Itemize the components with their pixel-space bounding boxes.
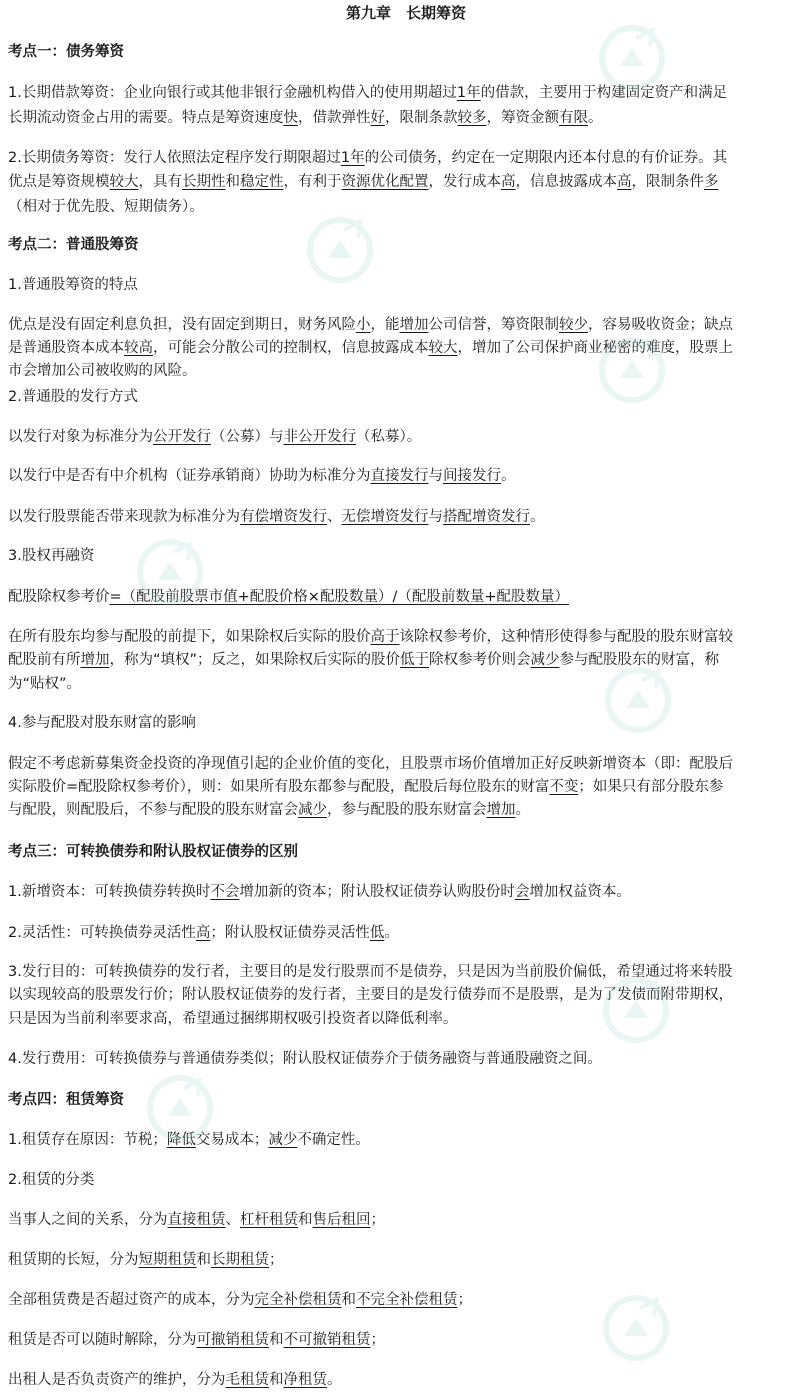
text-segment: （公募）与 xyxy=(211,429,284,445)
text-segment: 交易成本； xyxy=(195,1132,269,1148)
underlined-text: 高 xyxy=(617,174,632,190)
text-segment: ，筹资金额 xyxy=(486,110,559,126)
text-segment: 考点二：普通股筹资 xyxy=(8,237,139,253)
text-segment: 。 xyxy=(501,468,516,484)
text-segment: 公司信誉，筹资限制 xyxy=(428,317,559,333)
text-segment: ； xyxy=(370,1332,385,1348)
text-segment: 。 xyxy=(588,110,603,126)
text-segment: ； xyxy=(269,1252,284,1268)
underlined-text: 增加 xyxy=(80,652,110,668)
text-segment: ，发行成本 xyxy=(428,174,501,190)
text-segment: 。 xyxy=(384,925,399,941)
underlined-text: =（配股前股票市值+配股价格×配股数量）/（配股前数量+配股数量） xyxy=(109,589,569,605)
text-segment: ，借款弹性 xyxy=(298,110,371,126)
underlined-text: 净租赁 xyxy=(283,1372,327,1388)
text-line xyxy=(8,147,806,169)
text-segment: 、 xyxy=(327,509,342,525)
underlined-text: 间接发行 xyxy=(443,468,501,484)
text-segment: 与配股，则配股后，不参与配股的股东财富会 xyxy=(8,802,298,818)
underlined-text: 无偿增资发行 xyxy=(341,509,429,525)
text-segment: 1.长期借款筹资：企业向银行或其他非银行金融机构借入的使用期超过 xyxy=(8,85,457,101)
text-line xyxy=(8,922,806,944)
text-segment: 1.新增资本：可转换债券转换时 xyxy=(8,884,211,900)
underlined-text: 有偿增资发行 xyxy=(240,509,327,525)
text-line xyxy=(8,386,806,408)
text-line xyxy=(8,649,806,671)
text-segment: ，信息披露成本 xyxy=(515,174,617,190)
underlined-text: 非公开发行 xyxy=(283,429,356,445)
underlined-text: 高于 xyxy=(370,629,400,645)
text-segment: 增加新的资本；附认股权证债券认购股份时 xyxy=(239,884,515,900)
text-segment: 是普通股资本成本 xyxy=(8,340,124,356)
text-segment: 当事人之间的关系，分为 xyxy=(8,1212,168,1228)
text-segment: 优点是没有固定利息负担，没有固定到期日，财务风险 xyxy=(8,317,356,333)
text-segment: ，容易吸收资金；缺点 xyxy=(588,317,733,333)
text-segment: ，可能会分散公司的控制权，信息披露成本 xyxy=(153,340,429,356)
text-segment: ，参与配股的股东财富会 xyxy=(327,802,487,818)
underlined-text: 毛租赁 xyxy=(225,1372,269,1388)
text-segment: 3.股权再融资 xyxy=(8,548,95,564)
text-line xyxy=(8,426,806,448)
text-segment: 租赁是否可以随时解除，分为 xyxy=(8,1332,197,1348)
underlined-text: 较少 xyxy=(559,317,588,333)
text-segment: 该除权参考价，这种情形使得参与配股的股东财富较 xyxy=(399,629,733,645)
text-line xyxy=(8,1209,806,1231)
text-segment: ，能 xyxy=(370,317,400,333)
text-segment: 2.长期债务筹资：发行人依照法定程序发行期限超过 xyxy=(8,150,341,166)
underlined-text: 会 xyxy=(514,884,530,900)
text-line xyxy=(8,1169,806,1191)
underlined-text: 降低 xyxy=(166,1132,196,1148)
text-segment: 3.发行目的：可转换债券的发行者，主要目的是发行股票而不是债券，只是因为当前股价偏低，希望通过将来转股 xyxy=(8,964,733,980)
text-line xyxy=(8,961,806,983)
underlined-text: 售后租回 xyxy=(312,1212,371,1228)
underlined-text: 搭配增资发行 xyxy=(443,509,530,525)
text-segment: 和 xyxy=(225,174,240,190)
text-segment: ；如果只有部分股东参 xyxy=(578,779,724,795)
text-segment: 1.租赁存在原因：节税； xyxy=(8,1132,167,1148)
text-segment: 考点一：债务筹资 xyxy=(8,44,124,60)
underlined-text: 直接租赁 xyxy=(167,1212,226,1228)
underlined-text: 较高 xyxy=(124,340,153,356)
page-title: 第九章 长期筹资 xyxy=(345,4,466,22)
text-segment: 和 xyxy=(269,1372,284,1388)
underlined-text: 长期性 xyxy=(182,174,226,190)
text-segment: 增加权益资本。 xyxy=(529,884,631,900)
text-segment: （私募）。 xyxy=(356,429,422,445)
text-segment: 、 xyxy=(225,1212,240,1228)
text-segment: 。 xyxy=(530,509,545,525)
text-segment: 。 xyxy=(515,802,530,818)
underlined-text: 杠杆租赁 xyxy=(240,1212,298,1228)
text-segment: 配股前有所 xyxy=(8,652,81,668)
text-line xyxy=(8,196,806,218)
text-line xyxy=(8,1329,806,1351)
underlined-text: 增加 xyxy=(399,317,429,333)
text-line xyxy=(8,984,806,1006)
text-segment: 与 xyxy=(428,468,443,484)
text-line xyxy=(8,1048,806,1070)
text-segment: 假定不考虑新募集资金投资的净现值引起的企业价值的变化，且股票市场价值增加正好反映新增资本（即：配股后 xyxy=(8,756,733,772)
text-segment: ； xyxy=(457,1292,472,1308)
text-segment: 租赁期的长短，分为 xyxy=(8,1252,139,1268)
underlined-text: 较大 xyxy=(428,340,458,356)
underlined-text: 快 xyxy=(283,110,298,126)
text-segment: ，具有 xyxy=(138,174,182,190)
text-segment: 优点是筹资规模 xyxy=(8,174,110,190)
text-segment: 实际股价=配股除权参考价），则：如果所有股东都参与配股，配股后每位股东的财富 xyxy=(8,779,550,795)
text-line xyxy=(8,586,806,608)
section-heading xyxy=(8,1089,806,1111)
underlined-text: 直接发行 xyxy=(370,468,429,484)
text-segment: 在所有股东均参与配股的前提下，如果除权后实际的股价 xyxy=(8,629,371,645)
text-line xyxy=(8,673,806,695)
text-line xyxy=(8,314,806,336)
text-segment: 以发行中是否有中介机构（证券承销商）协助为标准分为 xyxy=(8,468,371,484)
text-segment: 与 xyxy=(428,509,443,525)
text-segment: 出租人是否负责资产的维护，分为 xyxy=(8,1372,226,1388)
text-segment: 的借款，主要用于构建固定资产和满足 xyxy=(480,85,728,101)
text-segment: 。 xyxy=(327,1372,342,1388)
text-line xyxy=(8,171,806,193)
text-segment: ，有利于 xyxy=(283,174,342,190)
text-line xyxy=(8,626,806,648)
text-line xyxy=(8,360,806,382)
underlined-text: 高 xyxy=(195,925,211,941)
text-segment: 4.发行费用：可转换债券与普通债券类似；附认股权证债券介于债务融资与普通股融资之间。 xyxy=(8,1051,602,1067)
text-segment: 和 xyxy=(341,1292,356,1308)
text-segment: 2.普通股的发行方式 xyxy=(8,389,138,405)
text-segment: ，称为“填权”；反之，如果除权后实际的股价 xyxy=(109,652,401,668)
text-line xyxy=(8,799,806,821)
underlined-text: 增加 xyxy=(486,802,516,818)
text-segment: 和 xyxy=(298,1212,313,1228)
text-segment: 4.参与配股对股东财富的影响 xyxy=(8,715,196,731)
text-segment: 只是因为当前利率要求高，希望通过捆绑期权吸引投资者以降低利率。 xyxy=(8,1011,458,1027)
underlined-text: 稳定性 xyxy=(240,174,284,190)
text-segment: 配股除权参考价 xyxy=(8,589,110,605)
underlined-text: 小 xyxy=(356,317,371,333)
text-line xyxy=(8,776,806,798)
text-line xyxy=(8,337,806,359)
underlined-text: 不会 xyxy=(210,884,240,900)
underlined-text: 减少 xyxy=(268,1132,298,1148)
underlined-text: 较多 xyxy=(457,110,487,126)
text-line xyxy=(8,82,806,104)
text-line xyxy=(8,465,806,487)
text-segment: 除权参考价则会 xyxy=(429,652,531,668)
text-line xyxy=(8,506,806,528)
text-segment: ，增加了公司保护商业秘密的难度，股票上 xyxy=(457,340,733,356)
text-segment: 以实现较高的股票发行价；附认股权证债券的发行者，主要目的是发行债券而不是股票，是为了发债而附带期权， xyxy=(8,987,733,1003)
text-segment: 2.租赁的分类 xyxy=(8,1172,95,1188)
underlined-text: 有限 xyxy=(559,110,588,126)
text-segment: 参与配股股东的财富，称 xyxy=(559,652,720,668)
text-line xyxy=(8,1008,806,1030)
text-segment: 以发行股票能否带来现款为标准分为 xyxy=(8,509,240,525)
underlined-text: 多 xyxy=(704,174,719,190)
text-line xyxy=(8,712,806,734)
underlined-text: 可撤销租赁 xyxy=(196,1332,269,1348)
underlined-text: 减少 xyxy=(530,652,560,668)
text-segment: 和 xyxy=(196,1252,211,1268)
underlined-text: 公开发行 xyxy=(153,429,211,445)
text-line xyxy=(8,1369,806,1391)
underlined-text: 长期租赁 xyxy=(211,1252,269,1268)
text-line xyxy=(8,1249,806,1271)
underlined-text: 不变 xyxy=(549,779,579,795)
text-segment: ，限制条件 xyxy=(631,174,704,190)
text-line xyxy=(8,274,806,296)
text-line xyxy=(8,881,806,903)
underlined-text: 好 xyxy=(370,110,385,126)
text-segment: 1.普通股筹资的特点 xyxy=(8,277,138,293)
text-segment: 的公司债务，约定在一定期限内还本付息的有价证券。其 xyxy=(364,150,728,166)
section-heading xyxy=(8,234,806,256)
text-line xyxy=(8,753,806,775)
text-segment: 2.灵活性：可转换债券灵活性 xyxy=(8,925,196,941)
underlined-text: 低于 xyxy=(400,652,430,668)
text-line xyxy=(8,1129,806,1151)
text-segment: 全部租赁费是否超过资产的成本，分为 xyxy=(8,1292,255,1308)
text-segment: 为“贴权”。 xyxy=(8,676,82,692)
underlined-text: 完全补偿租赁 xyxy=(254,1292,342,1308)
underlined-text: 不可撤销租赁 xyxy=(283,1332,371,1348)
text-segment: 不确定性。 xyxy=(297,1132,370,1148)
text-segment: ，限制条款 xyxy=(385,110,458,126)
text-segment: 考点三：可转换债券和附认股权证债券的区别 xyxy=(8,844,298,860)
text-line xyxy=(8,1289,806,1311)
underlined-text: 资源优化配置 xyxy=(341,174,429,190)
text-segment: 长期流动资金占用的需要。特点是筹资速度 xyxy=(8,110,284,126)
underlined-text: 1年 xyxy=(340,150,365,166)
underlined-text: 1年 xyxy=(456,85,481,101)
underlined-text: 低 xyxy=(369,925,385,941)
text-line xyxy=(8,107,806,129)
text-segment: ；附认股权证债券灵活性 xyxy=(210,925,370,941)
underlined-text: 较大 xyxy=(109,174,139,190)
underlined-text: 减少 xyxy=(298,802,327,818)
text-segment: ； xyxy=(370,1212,385,1228)
text-segment: 考点四：租赁筹资 xyxy=(8,1092,124,1108)
text-segment: 和 xyxy=(269,1332,284,1348)
text-line xyxy=(8,545,806,567)
section-heading xyxy=(8,41,806,63)
text-segment: 市会增加公司被收购的风险。 xyxy=(8,363,197,379)
section-heading xyxy=(8,841,806,863)
underlined-text: 高 xyxy=(501,174,516,190)
text-segment: 以发行对象为标准分为 xyxy=(8,429,153,445)
underlined-text: 短期租赁 xyxy=(138,1252,197,1268)
underlined-text: 不完全补偿租赁 xyxy=(356,1292,458,1308)
text-segment: （相对于优先股、短期债务）。 xyxy=(8,199,204,215)
